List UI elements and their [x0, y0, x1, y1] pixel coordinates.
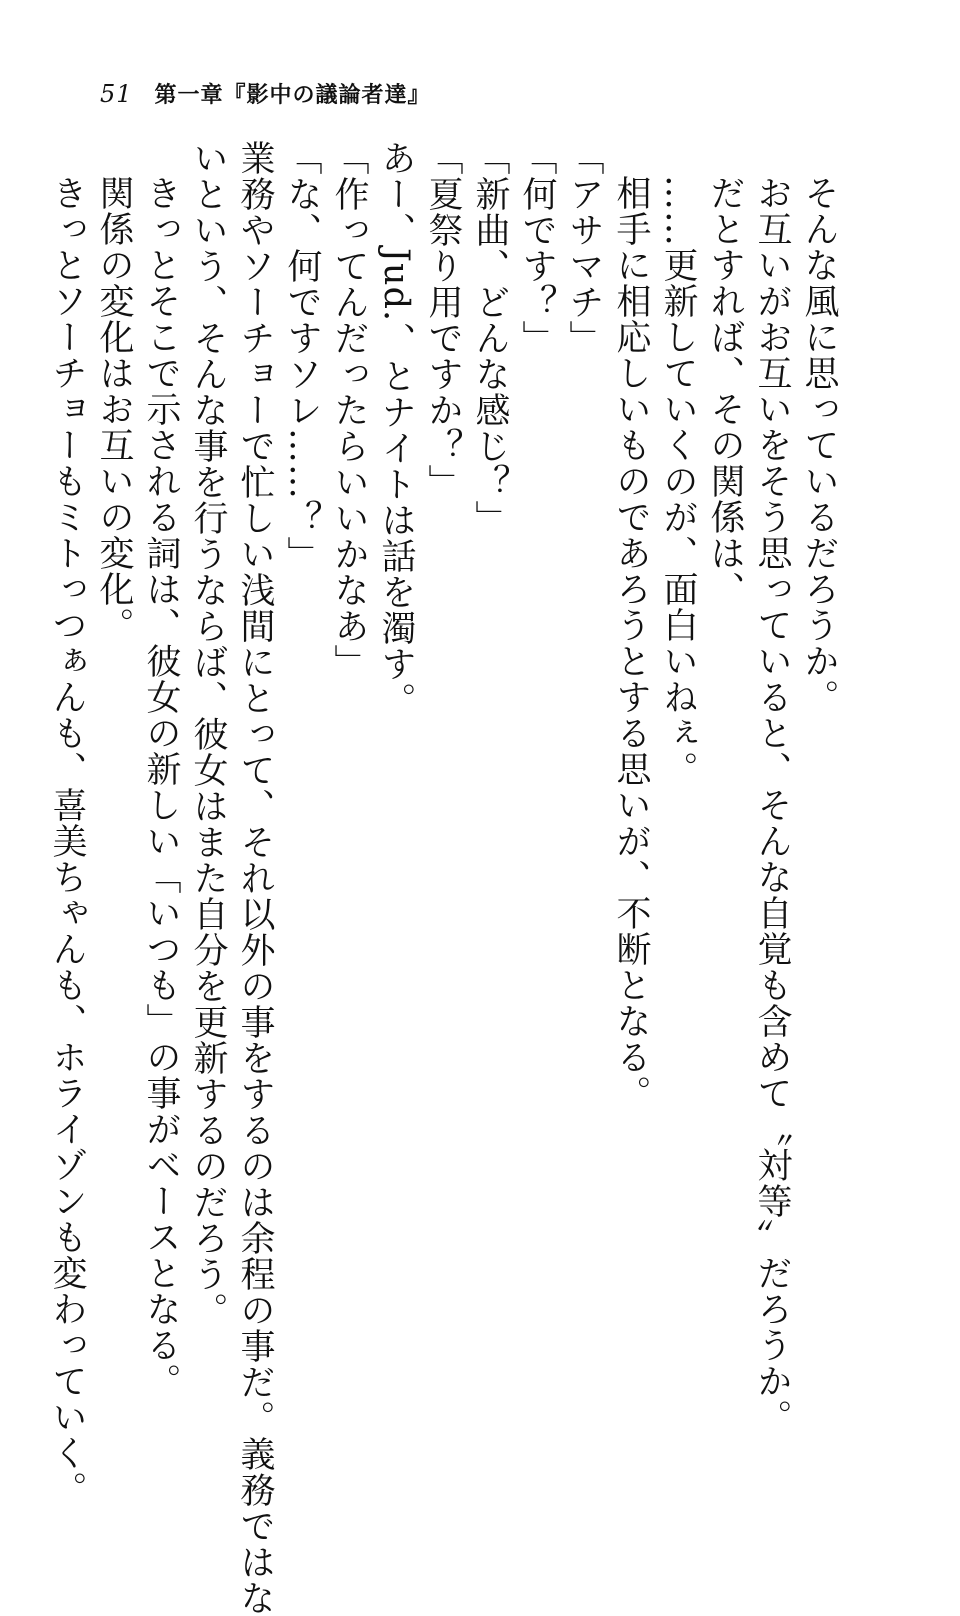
text-line: 「な、何ですソレ……？」: [282, 140, 322, 572]
text-line: 「新曲、どんな感じ？」: [470, 140, 510, 536]
text-line: 相手に相応しいものであろうとする思いが、不断となる。: [611, 175, 651, 1111]
chapter-title: 第一章『影中の議論者達』: [154, 82, 431, 108]
text-line: 「作ってんだったらいいかなあ」: [329, 140, 369, 680]
running-header: [100, 78, 431, 109]
text-line: そんな風に思っているだろうか。: [799, 175, 839, 715]
text-line: ……更新していくのが、面白いねぇ。: [658, 175, 698, 787]
text-line: 関係の変化はお互いの変化。: [94, 175, 134, 643]
text-line: 業務やソーチョーで忙しい浅間にとって、それ以外の事をするのは余程の事だ。義務ではな: [235, 140, 275, 1616]
text-line: いという、そんな事を行うならば、彼女はまた自分を更新するのだろう。: [188, 140, 228, 1328]
text-line: お互いがお互いをそう思っていると、そんな自覚も含めて〝対等〟だろうか。: [752, 175, 792, 1435]
vertical-body-text: [43, 140, 842, 1616]
text-line: だとすれば、その関係は、: [705, 175, 745, 607]
text-line: 「夏祭り用ですか？」: [423, 140, 463, 500]
text-line: あー、Jud.、とナイトは話を濁す。: [376, 140, 416, 719]
text-line: 「アサマチ」: [564, 140, 604, 356]
text-line: きっとソーチョーもミトっつぁんも、喜美ちゃんも、ホライゾンも変わっていく。: [47, 175, 87, 1507]
page-number: 51: [100, 80, 133, 108]
text-line: 「何です？」: [517, 140, 557, 356]
text-line: きっとそこで示される詞は、彼女の新しい「いつも」の事がベースとなる。: [141, 175, 181, 1399]
